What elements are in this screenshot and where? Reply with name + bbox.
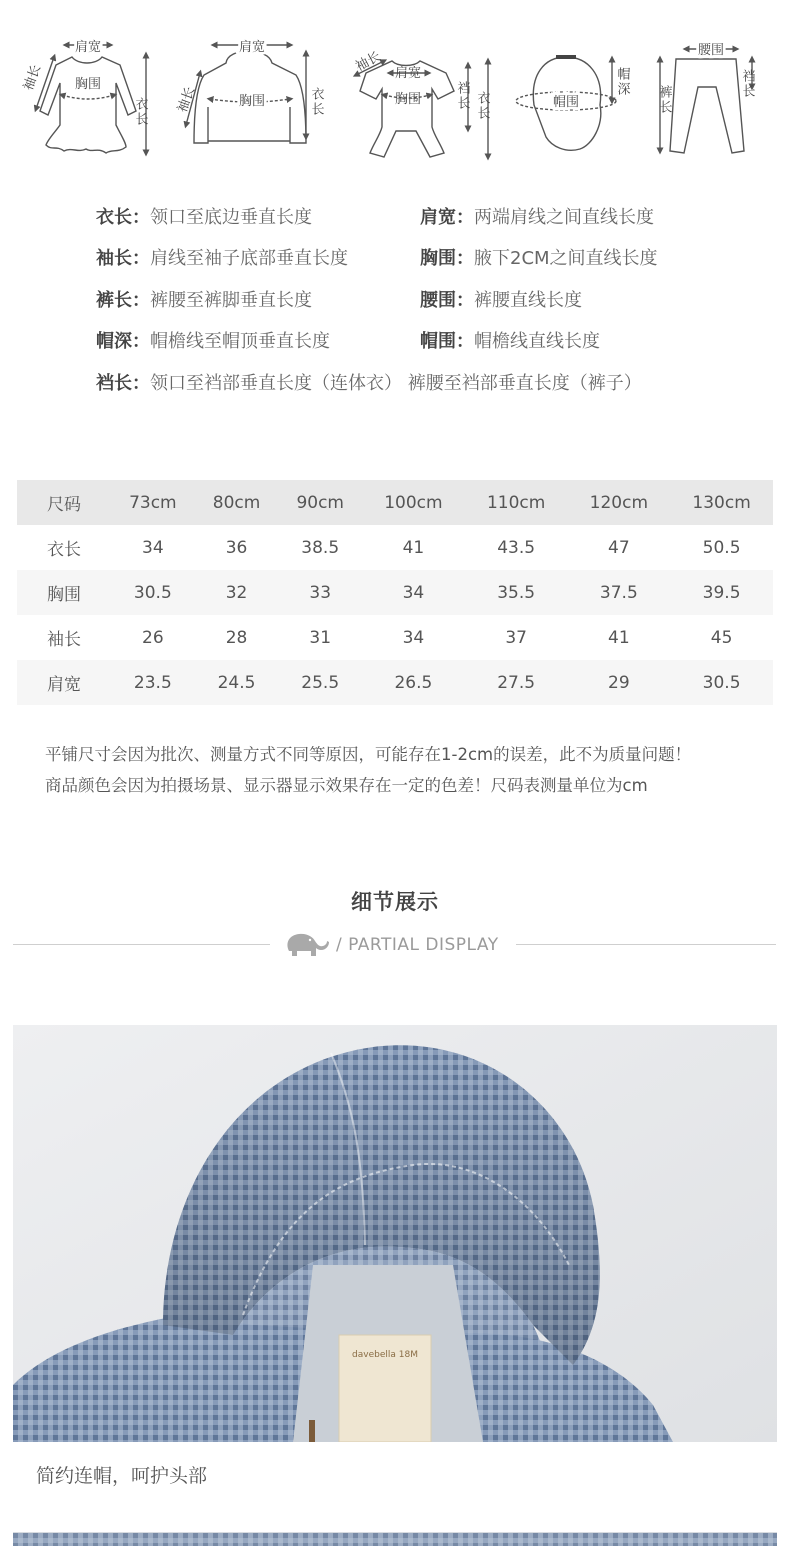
header-cell: 120cm (589, 492, 649, 513)
row-label: 袖长 (47, 630, 81, 650)
table-cell: 31 (309, 627, 332, 648)
table-cell: 50.5 (702, 537, 741, 558)
hoodie-sleeve-label: 袖长 (175, 85, 199, 115)
table-cell: 39.5 (702, 582, 741, 603)
legend-row-4: 帽深：帽檐线至帽顶垂直长度 (96, 331, 330, 352)
table-cell: 37 (505, 627, 527, 648)
table-cell: 47 (608, 537, 630, 558)
legend-row-5: 裆长：领口至裆部垂直长度（连体衣） 裤腰至裆部垂直长度（裤子） (96, 373, 642, 394)
romper-sleeve-label: 袖长 (353, 49, 384, 75)
table-cell: 33 (309, 582, 332, 603)
legend-row-4-right: 帽围：帽檐线直线长度 (420, 331, 600, 352)
header-cell: 100cm (384, 492, 443, 513)
romper-chest-label: 胸围 (394, 92, 422, 107)
row-label: 胸围 (47, 585, 81, 605)
pants-length-label: 裤长 (656, 85, 672, 115)
header-cell: 尺码 (47, 495, 81, 515)
romper-shoulder-label: 肩宽 (394, 66, 422, 81)
section-subtitle: / PARTIAL DISPLAY (336, 935, 499, 955)
legend-row-3: 裤长：裤腰至裤脚垂直长度 (96, 290, 312, 311)
hood-illustration (13, 1025, 777, 1442)
dress-shoulder-label: 肩宽 (74, 40, 102, 55)
dress-diagram (36, 45, 146, 153)
table-row (17, 615, 773, 660)
legend-row-1-right: 肩宽：两端肩线之间直线长度 (420, 207, 654, 228)
photo-caption: 简约连帽，呵护头部 (36, 1465, 208, 1487)
header-cell: 80cm (212, 492, 261, 513)
table-cell: 43.5 (497, 537, 536, 558)
legend-row-2: 袖长：肩线至袖子底部垂直长度 (96, 248, 348, 269)
row-label: 肩宽 (47, 675, 81, 695)
row-label: 衣长 (47, 540, 81, 560)
table-cell: 36 (225, 537, 248, 558)
elephant-icon (283, 931, 331, 959)
table-cell: 37.5 (599, 582, 638, 603)
table-cell: 35.5 (497, 582, 536, 603)
hoodie-length-label: 衣长 (308, 87, 324, 117)
header-cell: 110cm (486, 492, 546, 513)
table-cell: 34 (142, 537, 164, 558)
dress-chest-label: 胸围 (74, 77, 102, 92)
table-row (17, 660, 773, 705)
size-table-header (17, 480, 773, 525)
table-cell: 45 (710, 627, 733, 648)
hoodie-shoulder-label: 肩宽 (238, 40, 266, 55)
dress-sleeve-label: 袖长 (21, 63, 45, 93)
table-cell: 26 (142, 627, 164, 648)
hat-depth-label: 帽深 (614, 67, 630, 97)
table-cell: 28 (225, 627, 248, 648)
table-cell: 34 (402, 627, 425, 648)
table-cell: 34 (402, 582, 425, 603)
romper-length-label: 衣长 (474, 91, 490, 121)
table-cell: 25.5 (301, 672, 340, 693)
table-row (17, 525, 773, 570)
divider-right (516, 944, 776, 945)
table-cell: 29 (608, 672, 630, 693)
divider-left (13, 944, 270, 945)
header-cell: 73cm (129, 492, 177, 513)
hood-detail-photo (13, 1025, 777, 1442)
legend-row-2-right: 胸围：腋下2CM之间直线长度 (420, 248, 658, 269)
brand-label-text: davebella 18M (352, 1350, 418, 1360)
table-cell: 27.5 (497, 672, 536, 693)
legend-row-1: 衣长：领口至底边垂直长度 (96, 207, 312, 228)
hoodie-chest-label: 胸围 (238, 94, 266, 109)
note-line-1: 平铺尺寸会因为批次、测量方式不同等原因，可能存在1-2cm的误差，此不为质量问题！ (45, 745, 692, 764)
table-cell: 30.5 (133, 582, 172, 603)
next-detail-photo (13, 1532, 777, 1546)
measurement-diagrams (0, 25, 790, 165)
table-cell: 26.5 (394, 672, 433, 693)
table-cell: 30.5 (702, 672, 741, 693)
table-cell: 41 (608, 627, 630, 648)
pants-diagram (660, 49, 752, 153)
pants-waist-label: 腰围 (697, 43, 725, 58)
header-cell: 90cm (296, 492, 344, 513)
table-cell: 23.5 (133, 672, 172, 693)
section-title: 细节展示 (351, 890, 439, 914)
hat-circ-label: 帽围 (552, 95, 580, 110)
dress-length-label: 衣长 (132, 97, 148, 127)
table-row (17, 570, 773, 615)
romper-crotch-label: 裆长 (454, 81, 470, 111)
size-table (17, 480, 773, 705)
pants-crotch-label: 裆长 (739, 69, 755, 99)
note-line-2: 商品颜色会因为拍摄场景、显示器显示效果存在一定的色差！尺码表测量单位为cm (45, 776, 648, 795)
table-cell: 24.5 (217, 672, 256, 693)
table-cell: 32 (225, 582, 248, 603)
table-cell: 38.5 (301, 537, 340, 558)
table-cell: 41 (402, 537, 425, 558)
legend-row-3-right: 腰围：裤腰直线长度 (420, 290, 582, 311)
header-cell: 130cm (692, 492, 751, 513)
